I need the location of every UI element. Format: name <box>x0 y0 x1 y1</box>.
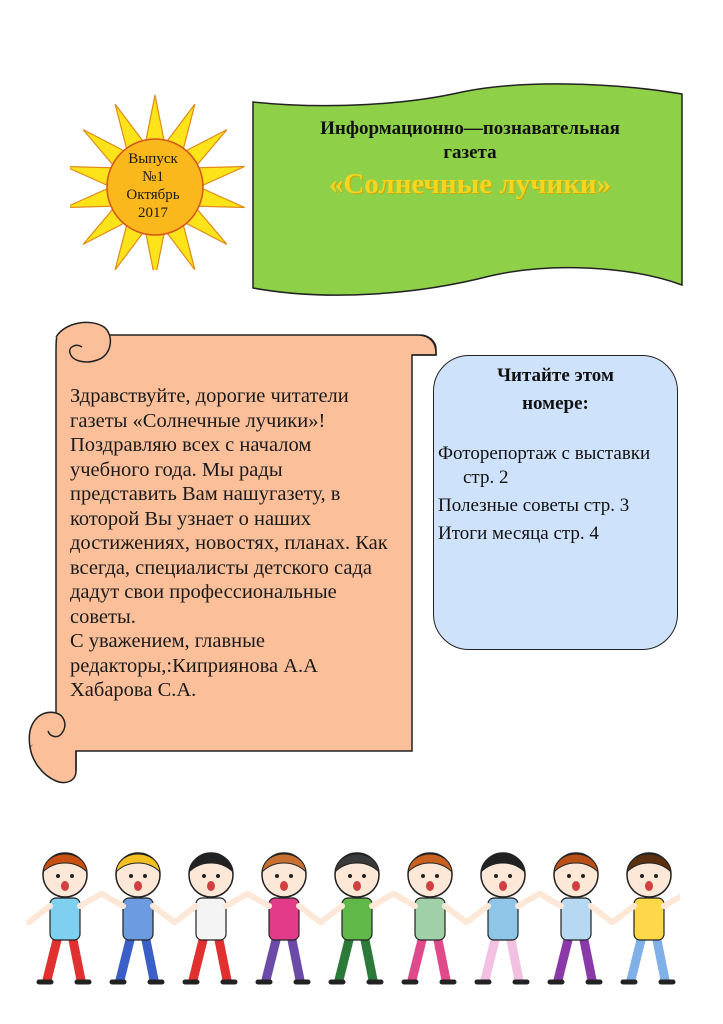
child-figure <box>29 853 101 982</box>
contents-item-month-results: Итоги месяца стр. 4 <box>438 523 599 544</box>
issue-info <box>108 150 198 222</box>
issue-year: 2017 <box>138 205 168 221</box>
newspaper-type-line1: Информационно—познавательная <box>320 118 620 139</box>
greeting-text <box>70 384 390 703</box>
child-figure <box>613 853 680 982</box>
child-figure <box>467 853 539 982</box>
issue-label: Выпуск <box>128 151 178 167</box>
contents-title <box>433 362 678 418</box>
newspaper-type <box>270 117 670 165</box>
child-figure <box>540 853 612 982</box>
child-figure <box>248 853 320 982</box>
contents-item-photo-report: Фоторепортаж с выставки стр. 2 <box>438 443 651 488</box>
contents-title-line1: Читайте этом <box>497 365 614 386</box>
child-figure <box>394 853 466 982</box>
newspaper-name: «Солнечные лучики» <box>328 168 612 200</box>
child-figure <box>102 853 174 982</box>
greeting-signature: С уважением, главные редакторы,:Киприянова А.А <box>70 630 318 677</box>
issue-number: №1 <box>142 169 164 185</box>
contents-item-useful-tips: Полезные советы стр. 3 <box>438 495 630 516</box>
child-figure <box>175 853 247 982</box>
issue-month: Октябрь <box>126 187 180 203</box>
greeting-salutation: Здравствуйте, дорогие читатели газеты «Солнечные лучики»! <box>70 385 349 432</box>
newspaper-type-line2: газета <box>443 142 497 163</box>
greeting-signature-second: Хабарова С.А. <box>70 679 197 701</box>
child-figure <box>321 853 393 982</box>
contents-list <box>438 442 678 550</box>
dancing-children-illustration <box>20 830 680 1015</box>
greeting-body: Поздравляю всех с началом учебного года. Мы рады представить Вам нашугазету, в которой Вы узнает о наших достижениях, новостях, планах. Как всегда, специалисты детского сада дадут свои профессиональные советы. <box>70 434 388 628</box>
contents-title-line2: номере: <box>522 393 589 414</box>
